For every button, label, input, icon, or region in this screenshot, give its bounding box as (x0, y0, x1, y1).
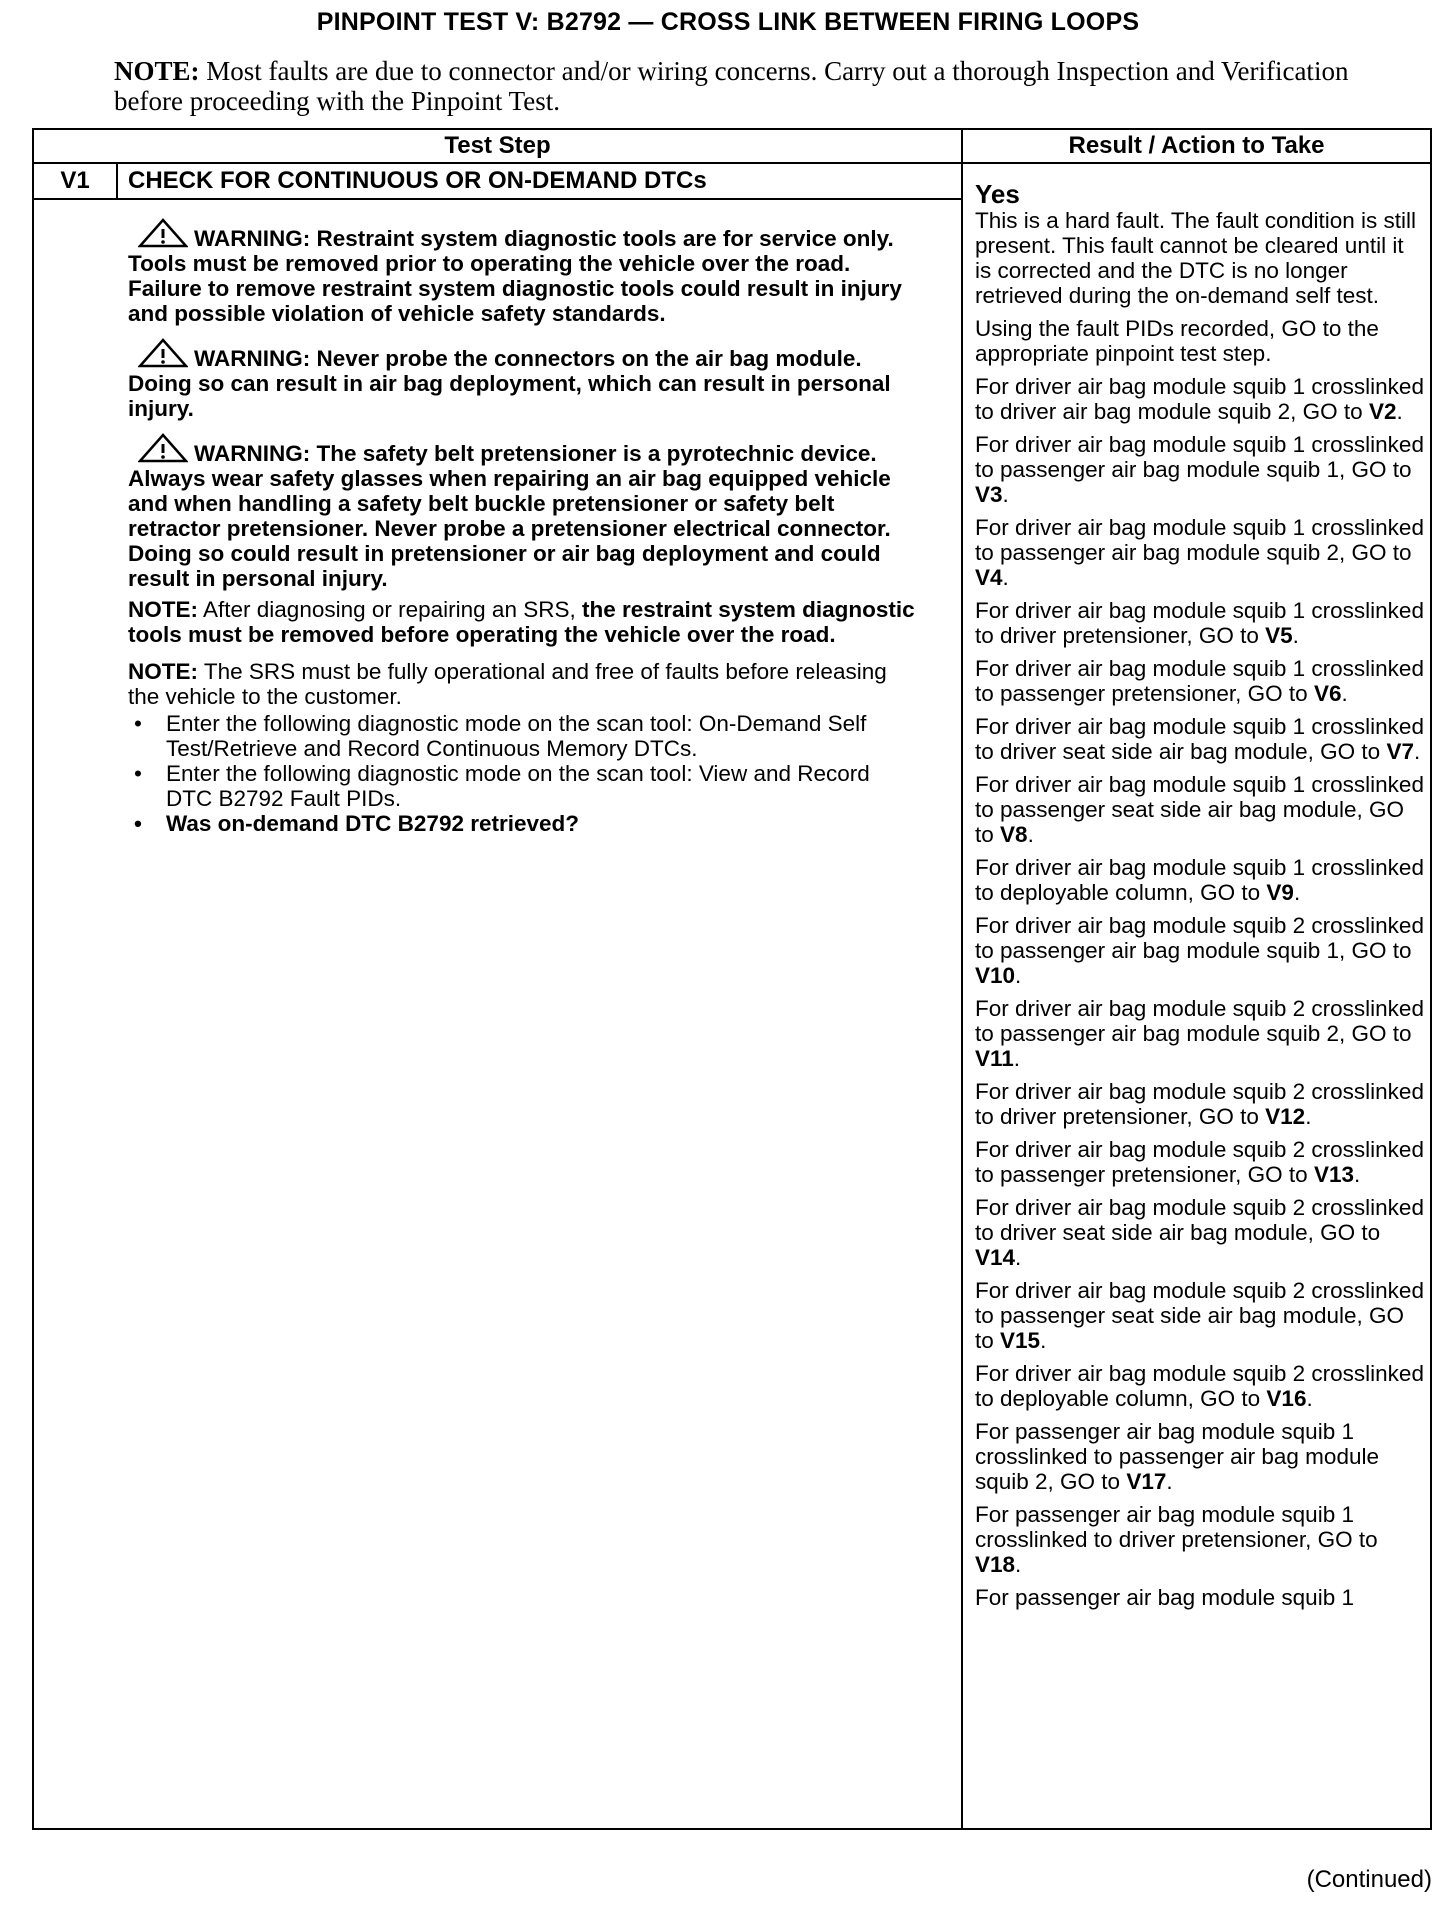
result-intro: Using the fault PIDs recorded, GO to the appropriate pinpoint test step. (975, 316, 1379, 366)
result-item-text: For driver air bag module squib 2 crosslinked to passenger air bag module squib 1, GO to (975, 913, 1424, 963)
result-item: For passenger air bag module squib 1 crosslinked to passenger air bag module squib 2, GO to V17. (975, 1419, 1379, 1494)
goto-step-link[interactable]: V10 (975, 963, 1016, 988)
result-item-text: For driver air bag module squib 1 crosslinked to driver pretensioner, GO to (975, 598, 1424, 648)
warning-2-text: WARNING: Never probe the connectors on the air bag module. Doing so can result in air bag deployment, which can result in personal injury. (128, 346, 891, 421)
result-item: For driver air bag module squib 1 crosslinked to driver pretensioner, GO to V5. (975, 598, 1424, 648)
note-1 (128, 597, 921, 647)
result-item: For driver air bag module squib 1 crosslinked to driver seat side air bag module, GO to V7. (975, 714, 1424, 764)
result-item-text: For passenger air bag module squib 1 crosslinked to passenger air bag module squib 2, GO to (975, 1419, 1379, 1494)
goto-step-link[interactable]: V16 (1266, 1386, 1307, 1411)
instruction-item: • Enter the following diagnostic mode on the scan tool: On-Demand Self Test/Retrieve and Record Continuous Memory DTCs. (128, 711, 921, 761)
step-body (33, 199, 962, 1829)
result-yes-text: This is a hard fault. The fault condition is still present. This fault cannot be cleared until it is corrected and the DTC is no longer retrieved during the on-demand self test. (975, 208, 1417, 308)
instruction-item: • Enter the following diagnostic mode on the scan tool: View and Record DTC B2792 Fault PIDs. (128, 761, 921, 811)
step-id: V1 (33, 163, 117, 199)
goto-step-link[interactable]: V3 (975, 482, 1003, 507)
goto-step-link[interactable]: V15 (1000, 1328, 1041, 1353)
result-item-text: For driver air bag module squib 1 crosslinked to driver air bag module squib 2, GO to (975, 374, 1424, 424)
warning-triangle-icon (138, 218, 188, 248)
result-item-text: For passenger air bag module squib 1 crosslinked to driver pretensioner, GO to (975, 1502, 1378, 1552)
goto-step-link[interactable]: V17 (1126, 1469, 1167, 1494)
goto-step-link[interactable]: V12 (1265, 1104, 1306, 1129)
note-2-text: The SRS must be fully operational and free of faults before releasing the vehicle to the customer. (128, 659, 887, 709)
result-item: For driver air bag module squib 2 crosslinked to passenger pretensioner, GO to V13. (975, 1137, 1424, 1187)
result-item: For driver air bag module squib 2 crosslinked to deployable column, GO to V16. (975, 1361, 1424, 1411)
warning-3 (128, 433, 921, 591)
header-result: Result / Action to Take (962, 129, 1431, 163)
result-item-text: For driver air bag module squib 2 crosslinked to deployable column, GO to (975, 1361, 1424, 1411)
result-item-text: For driver air bag module squib 1 crosslinked to passenger seat side air bag module, GO to (975, 772, 1424, 847)
instruction-list (128, 711, 921, 836)
result-item-text: For driver air bag module squib 2 crosslinked to passenger pretensioner, GO to (975, 1137, 1424, 1187)
result-item: For driver air bag module squib 2 crosslinked to passenger air bag module squib 1, GO to V10. (975, 913, 1424, 988)
result-item-text: For driver air bag module squib 1 crosslinked to deployable column, GO to (975, 855, 1424, 905)
result-item: For driver air bag module squib 1 crosslinked to passenger seat side air bag module, GO to V8. (975, 772, 1424, 847)
result-item-text: For driver air bag module squib 2 crosslinked to driver pretensioner, GO to (975, 1079, 1424, 1129)
result-yes-label: Yes (975, 179, 1020, 209)
result-item-text: For driver air bag module squib 2 crosslinked to passenger seat side air bag module, GO to (975, 1278, 1424, 1353)
step-row (33, 163, 1431, 199)
goto-step-link[interactable]: V2 (1368, 399, 1397, 424)
goto-step-link[interactable]: V7 (1386, 739, 1414, 764)
result-item-text: For driver air bag module squib 1 crosslinked to driver seat side air bag module, GO to (975, 714, 1424, 764)
result-item: For driver air bag module squib 1 crosslinked to deployable column, GO to V9. (975, 855, 1424, 905)
warning-triangle-icon (138, 338, 188, 368)
result-item: For driver air bag module squib 2 crosslinked to passenger seat side air bag module, GO to V15. (975, 1278, 1424, 1353)
goto-step-link[interactable]: V6 (1313, 681, 1342, 706)
note-1-text: After diagnosing or repairing an SRS, (198, 597, 582, 622)
pinpoint-table (32, 128, 1432, 1830)
goto-step-link[interactable]: V4 (975, 565, 1003, 590)
warning-1 (128, 218, 921, 326)
intro-note (114, 56, 1354, 116)
warning-2 (128, 338, 921, 421)
goto-step-link[interactable]: V13 (1313, 1162, 1354, 1187)
goto-step-link[interactable]: V11 (975, 1046, 1014, 1071)
note-1-label: NOTE: (128, 597, 198, 622)
note-label: NOTE: (114, 56, 200, 86)
goto-step-link[interactable]: V18 (975, 1552, 1016, 1577)
result-item: For passenger air bag module squib 1 crosslinked to driver pretensioner, GO to V18. (975, 1502, 1378, 1577)
note-text: Most faults are due to connector and/or wiring concerns. Carry out a thorough Inspection and Verification before proceeding with the Pinpoint Test. (114, 56, 1349, 116)
result-item (975, 1585, 1424, 1610)
goto-step-link[interactable]: V5 (1265, 623, 1293, 648)
goto-step-link[interactable]: V9 (1266, 880, 1294, 905)
result-item-text: For passenger air bag module squib 1 (975, 1585, 1354, 1610)
header-test-step: Test Step (33, 129, 962, 163)
result-item-text: For driver air bag module squib 1 crosslinked to passenger pretensioner, GO to (975, 656, 1424, 706)
result-item: For driver air bag module squib 1 crosslinked to passenger pretensioner, GO to V6. (975, 656, 1424, 706)
result-item-text: For driver air bag module squib 2 crosslinked to driver seat side air bag module, GO to (975, 1195, 1424, 1245)
result-item: For driver air bag module squib 1 crosslinked to passenger air bag module squib 2, GO to V4. (975, 515, 1424, 590)
warning-triangle-icon (138, 433, 188, 463)
table-header-row (33, 129, 1431, 163)
result-item-text: For driver air bag module squib 1 crosslinked to passenger air bag module squib 1, GO to (975, 432, 1424, 482)
page-title: PINPOINT TEST V: B2792 — CROSS LINK BETWEEN FIRING LOOPS (316, 8, 1140, 36)
note-2 (128, 659, 921, 709)
note-1-bold: the restraint system diagnostic tools must be removed before operating the vehicle over the road. (128, 597, 915, 647)
instruction-question: • Was on-demand DTC B2792 retrieved? (128, 811, 921, 836)
result-item: For driver air bag module squib 1 crosslinked to passenger air bag module squib 1, GO to V3. (975, 432, 1424, 507)
warning-1-text: WARNING: Restraint system diagnostic tools are for service only. Tools must be removed prior to operating the vehicle over the road. Failure to remove restraint system diagnostic tools could result in injury and possible violation of vehicle safety standards. (128, 226, 902, 326)
result-item: For driver air bag module squib 1 crosslinked to driver air bag module squib 2, GO to V2. (975, 374, 1424, 424)
result-item-text: For driver air bag module squib 1 crosslinked to passenger air bag module squib 2, GO to (975, 515, 1424, 565)
result-cell (962, 163, 1431, 1829)
continued-label: (Continued) (1306, 1866, 1432, 1893)
result-items (975, 374, 1424, 1610)
goto-step-link[interactable]: V14 (975, 1245, 1016, 1270)
goto-step-link[interactable]: V8 (1000, 822, 1028, 847)
result-item: For driver air bag module squib 2 crosslinked to passenger air bag module squib 2, GO to V11. (975, 996, 1424, 1071)
warning-3-text: WARNING: The safety belt pretensioner is a pyrotechnic device. Always wear safety glasses when repairing an air bag equipped vehicle and when handling a safety belt buckle pretensioner or safety belt retractor pretensioner. Never probe a pretensioner electrical connector. Doing so could result in pretensioner or air bag deployment and could result in personal injury. (128, 441, 891, 591)
result-item: For driver air bag module squib 2 crosslinked to driver pretensioner, GO to V12. (975, 1079, 1424, 1129)
step-name: CHECK FOR CONTINUOUS OR ON-DEMAND DTCs (117, 163, 962, 199)
result-item: For driver air bag module squib 2 crosslinked to driver seat side air bag module, GO to V14. (975, 1195, 1424, 1270)
note-2-label: NOTE: (128, 659, 198, 684)
result-item-text: For driver air bag module squib 2 crosslinked to passenger air bag module squib 2, GO to (975, 996, 1424, 1046)
